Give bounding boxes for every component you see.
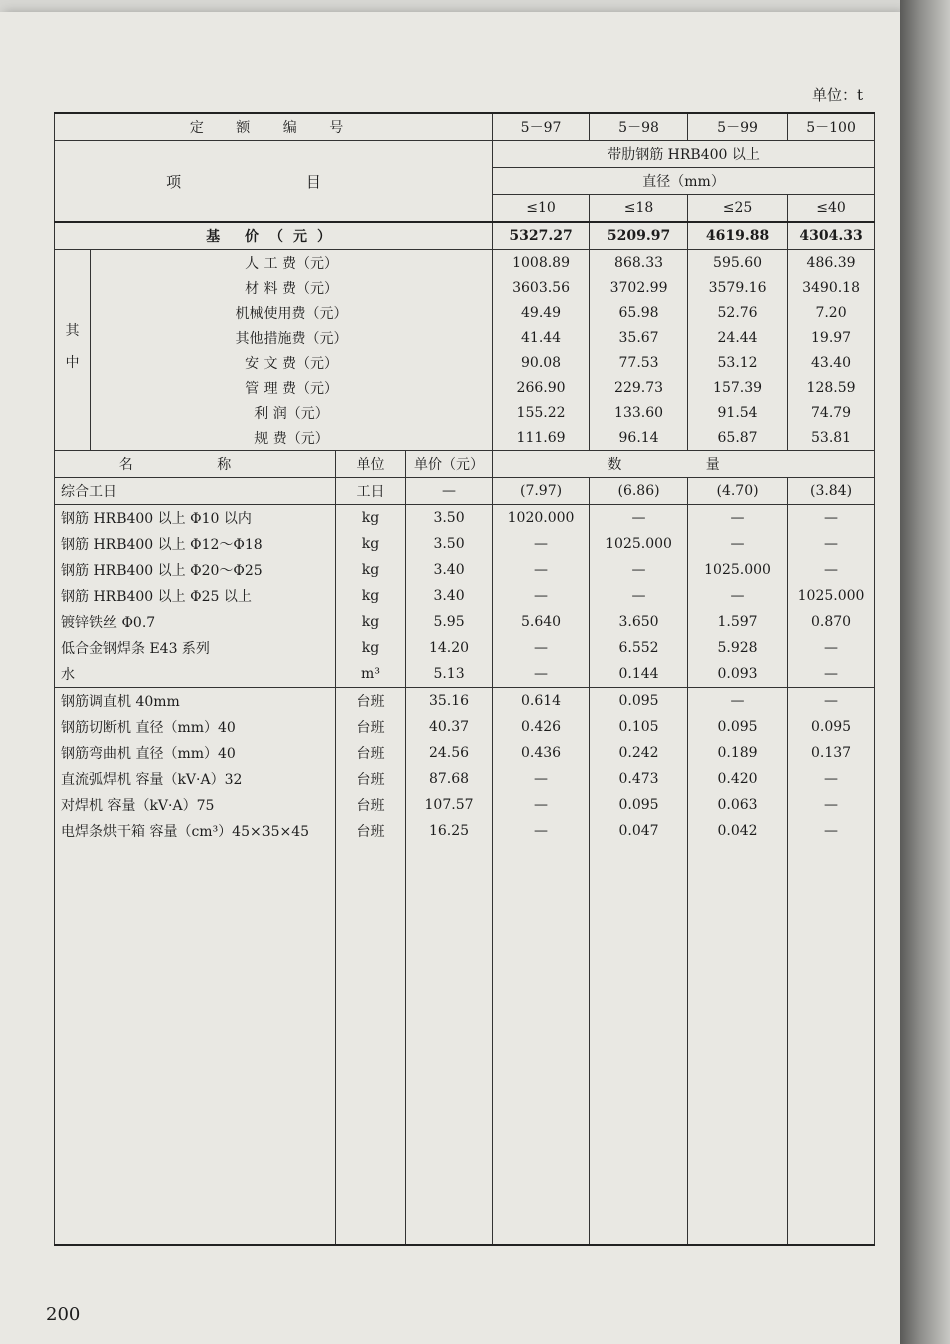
resource-unit: 台班	[336, 740, 406, 766]
resource-qty: 0.436	[493, 740, 590, 766]
resource-qty: —	[493, 818, 590, 844]
blank-cell	[788, 844, 875, 1245]
resource-qty: —	[493, 531, 590, 557]
group-label: 中	[55, 350, 91, 451]
cost-value: 3579.16	[688, 275, 788, 300]
resource-qty: 5.928	[688, 635, 788, 661]
resource-qty: —	[688, 583, 788, 609]
code-cell: 5－99	[688, 113, 788, 141]
resource-price: 5.13	[406, 661, 493, 688]
cost-value: 24.44	[688, 325, 788, 350]
resource-qty: 6.552	[590, 635, 688, 661]
resource-qty: 1025.000	[688, 557, 788, 583]
cost-row	[55, 425, 875, 451]
resource-qty: 0.614	[493, 688, 590, 715]
cost-label: 材 料 费（元）	[91, 275, 493, 300]
resource-qty: 0.093	[688, 661, 788, 688]
cost-value: 65.87	[688, 425, 788, 451]
resource-qty: 0.420	[688, 766, 788, 792]
resource-qty: 0.426	[493, 714, 590, 740]
resource-name: 钢筋弯曲机 直径（mm）40	[55, 740, 336, 766]
item-label: 项 目	[55, 141, 493, 223]
material-row	[55, 583, 875, 609]
cost-value: 157.39	[688, 375, 788, 400]
resource-qty: —	[688, 505, 788, 532]
resource-qty: 0.095	[788, 714, 875, 740]
resource-qty: —	[590, 583, 688, 609]
material-row	[55, 609, 875, 635]
resource-qty: (7.97)	[493, 478, 590, 505]
resource-qty: 0.095	[590, 792, 688, 818]
resource-unit: 台班	[336, 688, 406, 715]
blank-cell	[688, 844, 788, 1245]
resource-name: 低合金钢焊条 E43 系列	[55, 635, 336, 661]
resources-header-row	[55, 451, 875, 478]
resource-unit: 台班	[336, 792, 406, 818]
cost-row	[55, 300, 875, 325]
cost-value: 53.81	[788, 425, 875, 451]
resource-qty: 0.144	[590, 661, 688, 688]
resource-price: 35.16	[406, 688, 493, 715]
resource-qty: —	[688, 531, 788, 557]
resource-qty: —	[493, 792, 590, 818]
category-row	[55, 141, 875, 168]
material-row	[55, 505, 875, 532]
cost-row	[55, 350, 875, 375]
diameter-cell: ≤40	[788, 195, 875, 223]
cost-value: 3490.18	[788, 275, 875, 300]
resource-name: 对焊机 容量（kV·A）75	[55, 792, 336, 818]
resource-name: 钢筋 HRB400 以上 Φ20～Φ25	[55, 557, 336, 583]
labor-row	[55, 478, 875, 505]
unit-header: 单位	[336, 451, 406, 478]
resource-qty: 3.650	[590, 609, 688, 635]
cost-value: 111.69	[493, 425, 590, 451]
cost-value: 229.73	[590, 375, 688, 400]
blank-cell	[406, 844, 493, 1245]
cost-row	[55, 375, 875, 400]
resource-qty: —	[788, 818, 875, 844]
resource-qty: —	[788, 792, 875, 818]
base-price-cell: 5209.97	[590, 222, 688, 250]
resource-qty: 0.047	[590, 818, 688, 844]
resource-name: 钢筋 HRB400 以上 Φ12～Φ18	[55, 531, 336, 557]
code-cell: 5－98	[590, 113, 688, 141]
cost-value: 41.44	[493, 325, 590, 350]
resource-price: 3.50	[406, 505, 493, 532]
cost-label: 规 费（元）	[91, 425, 493, 451]
resource-qty: 1020.000	[493, 505, 590, 532]
cost-row	[55, 250, 875, 276]
resource-price: 14.20	[406, 635, 493, 661]
resource-qty: —	[590, 505, 688, 532]
blank-cell	[590, 844, 688, 1245]
resource-name: 钢筋 HRB400 以上 Φ10 以内	[55, 505, 336, 532]
machine-row	[55, 714, 875, 740]
resource-price: 5.95	[406, 609, 493, 635]
resource-qty: (3.84)	[788, 478, 875, 505]
cost-label: 管 理 费（元）	[91, 375, 493, 400]
resource-qty: —	[788, 557, 875, 583]
base-price-cell: 5327.27	[493, 222, 590, 250]
blank-cell	[55, 844, 336, 1245]
resource-qty: 0.095	[688, 714, 788, 740]
cost-value: 96.14	[590, 425, 688, 451]
document-page	[0, 12, 900, 1344]
blank-row	[55, 844, 875, 1245]
resource-qty: —	[493, 583, 590, 609]
resource-name: 综合工日	[55, 478, 336, 505]
resource-name: 电焊条烘干箱 容量（cm³）45×35×45	[55, 818, 336, 844]
blank-cell	[336, 844, 406, 1245]
cost-value: 53.12	[688, 350, 788, 375]
material-row	[55, 661, 875, 688]
cost-value: 65.98	[590, 300, 688, 325]
cost-value: 43.40	[788, 350, 875, 375]
price-header: 单价（元）	[406, 451, 493, 478]
resource-qty: 1.597	[688, 609, 788, 635]
cost-value: 595.60	[688, 250, 788, 276]
resource-qty: —	[788, 688, 875, 715]
resource-qty: —	[788, 505, 875, 532]
resource-qty: 0.105	[590, 714, 688, 740]
diameter-label: 直径（mm）	[493, 168, 875, 195]
cost-label: 安 文 费（元）	[91, 350, 493, 375]
resource-unit: 台班	[336, 714, 406, 740]
cost-value: 3702.99	[590, 275, 688, 300]
resource-qty: 0.189	[688, 740, 788, 766]
resource-qty: 0.137	[788, 740, 875, 766]
cost-value: 868.33	[590, 250, 688, 276]
material-row	[55, 557, 875, 583]
cost-value: 52.76	[688, 300, 788, 325]
cost-label: 其他措施费（元）	[91, 325, 493, 350]
machine-row	[55, 688, 875, 715]
cost-value: 3603.56	[493, 275, 590, 300]
cost-value: 486.39	[788, 250, 875, 276]
resource-price: 40.37	[406, 714, 493, 740]
resource-qty: 0.042	[688, 818, 788, 844]
resource-price: 107.57	[406, 792, 493, 818]
cost-label: 机械使用费（元）	[91, 300, 493, 325]
cost-value: 155.22	[493, 400, 590, 425]
cost-value: 133.60	[590, 400, 688, 425]
material-row	[55, 531, 875, 557]
resource-qty: —	[788, 531, 875, 557]
cost-label: 人 工 费（元）	[91, 250, 493, 276]
resource-qty: —	[788, 635, 875, 661]
resource-qty: —	[493, 661, 590, 688]
resource-qty: —	[688, 688, 788, 715]
resource-unit: 台班	[336, 766, 406, 792]
cost-row	[55, 325, 875, 350]
quantity-header: 数 量	[493, 451, 875, 478]
cost-value: 77.53	[590, 350, 688, 375]
book-spine-shadow	[900, 0, 950, 1344]
cost-value: 35.67	[590, 325, 688, 350]
resource-unit: kg	[336, 505, 406, 532]
code-label: 定 额 编 号	[55, 113, 493, 141]
resource-qty: —	[590, 557, 688, 583]
resource-qty: 0.095	[590, 688, 688, 715]
resource-qty: 0.063	[688, 792, 788, 818]
diameter-cell: ≤18	[590, 195, 688, 223]
cost-value: 266.90	[493, 375, 590, 400]
machine-row	[55, 792, 875, 818]
resource-qty: 1025.000	[590, 531, 688, 557]
code-cell: 5－100	[788, 113, 875, 141]
base-price-label: 基 价（元）	[55, 222, 493, 250]
resource-price: 24.56	[406, 740, 493, 766]
blank-cell	[493, 844, 590, 1245]
cost-value: 49.49	[493, 300, 590, 325]
resource-qty: 1025.000	[788, 583, 875, 609]
group-label: 其	[55, 250, 91, 351]
machine-row	[55, 766, 875, 792]
resource-unit: 台班	[336, 818, 406, 844]
resource-unit: kg	[336, 635, 406, 661]
cost-value: 128.59	[788, 375, 875, 400]
resource-name: 镀锌铁丝 Φ0.7	[55, 609, 336, 635]
machine-row	[55, 818, 875, 844]
code-cell: 5－97	[493, 113, 590, 141]
material-row	[55, 635, 875, 661]
resource-name: 水	[55, 661, 336, 688]
resource-qty: (4.70)	[688, 478, 788, 505]
resource-name: 直流弧焊机 容量（kV·A）32	[55, 766, 336, 792]
resource-name: 钢筋调直机 40mm	[55, 688, 336, 715]
page-number: 200	[46, 1304, 81, 1325]
cost-value: 1008.89	[493, 250, 590, 276]
resource-price: 3.40	[406, 583, 493, 609]
cost-value: 74.79	[788, 400, 875, 425]
resource-unit: kg	[336, 583, 406, 609]
cost-value: 91.54	[688, 400, 788, 425]
code-row	[55, 113, 875, 141]
resource-qty: 0.242	[590, 740, 688, 766]
resource-name: 钢筋 HRB400 以上 Φ25 以上	[55, 583, 336, 609]
cost-value: 90.08	[493, 350, 590, 375]
resource-qty: —	[788, 766, 875, 792]
category-label: 带肋钢筋 HRB400 以上	[493, 141, 875, 168]
machine-row	[55, 740, 875, 766]
resource-price: 3.40	[406, 557, 493, 583]
base-price-cell: 4304.33	[788, 222, 875, 250]
resource-qty: —	[493, 557, 590, 583]
diameter-cell: ≤25	[688, 195, 788, 223]
resource-qty: 0.473	[590, 766, 688, 792]
cost-value: 7.20	[788, 300, 875, 325]
quota-table	[54, 112, 875, 1246]
resource-price: 16.25	[406, 818, 493, 844]
resource-qty: —	[493, 635, 590, 661]
diameter-cell: ≤10	[493, 195, 590, 223]
resource-name: 钢筋切断机 直径（mm）40	[55, 714, 336, 740]
name-header: 名 称	[55, 451, 336, 478]
base-price-cell: 4619.88	[688, 222, 788, 250]
unit-label: 单位：t	[812, 86, 864, 104]
cost-row	[55, 275, 875, 300]
resource-unit: kg	[336, 531, 406, 557]
resource-qty: (6.86)	[590, 478, 688, 505]
resource-price: 87.68	[406, 766, 493, 792]
resource-qty: 0.870	[788, 609, 875, 635]
resource-qty: —	[493, 766, 590, 792]
resource-unit: kg	[336, 609, 406, 635]
cost-label: 利 润（元）	[91, 400, 493, 425]
resource-unit: m³	[336, 661, 406, 688]
cost-value: 19.97	[788, 325, 875, 350]
base-price-row	[55, 222, 875, 250]
resource-qty: 5.640	[493, 609, 590, 635]
resource-qty: —	[788, 661, 875, 688]
cost-row	[55, 400, 875, 425]
resource-price: 3.50	[406, 531, 493, 557]
resource-unit: 工日	[336, 478, 406, 505]
resource-unit: kg	[336, 557, 406, 583]
resource-price: —	[406, 478, 493, 505]
